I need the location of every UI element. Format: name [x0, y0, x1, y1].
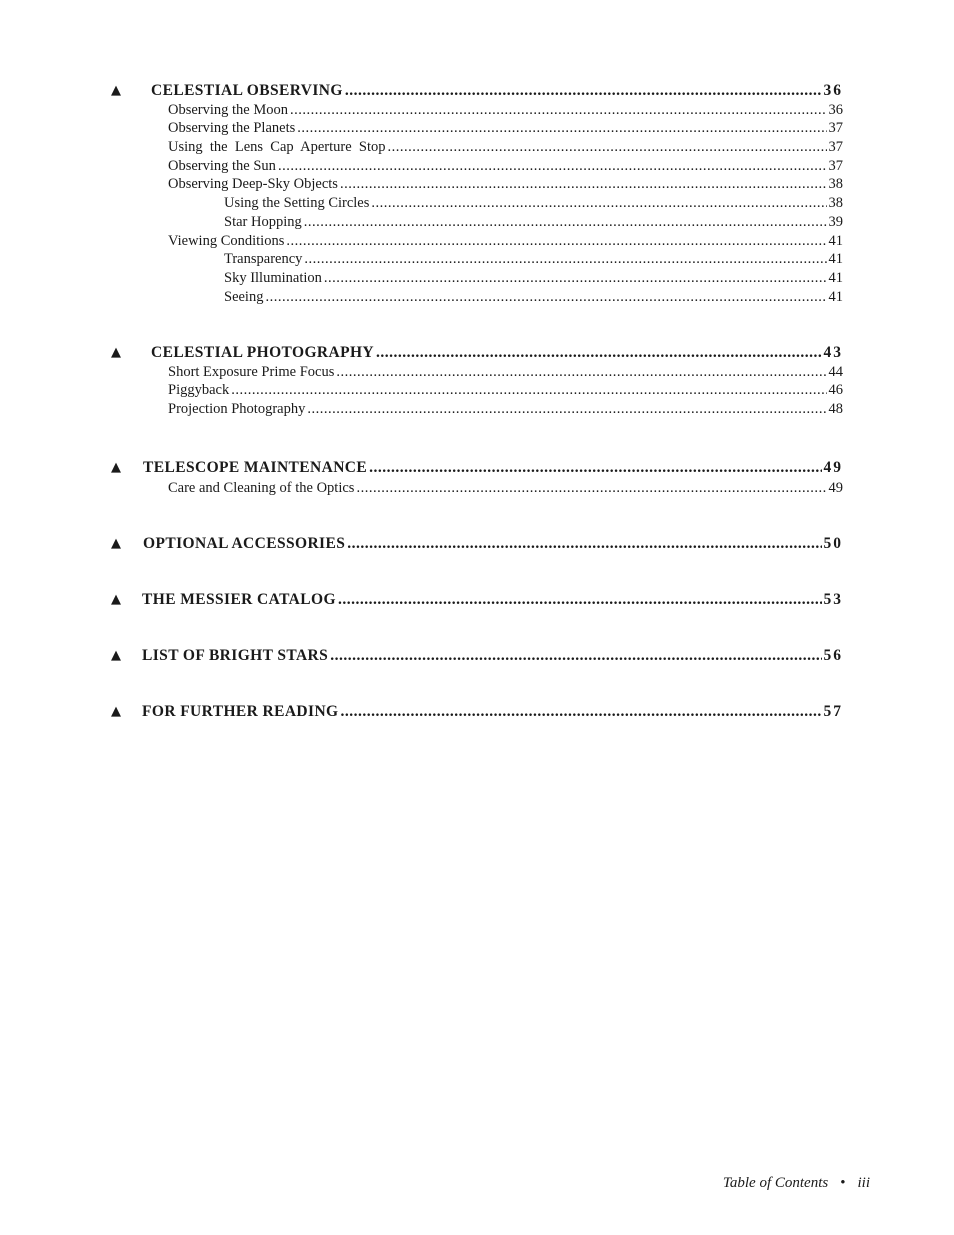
- section-title: CELESTIAL OBSERVING: [151, 82, 343, 99]
- entry-label: Transparency: [224, 251, 303, 267]
- toc-section-messier-catalog[interactable]: [0, 590, 954, 610]
- toc-section-bright-stars[interactable]: [0, 646, 954, 666]
- dot-leader: [278, 157, 827, 176]
- entry-page: 44: [828, 364, 843, 380]
- entry-page: 37: [828, 139, 843, 155]
- dot-leader: [336, 363, 826, 382]
- toc-entry[interactable]: [0, 232, 954, 252]
- toc-section-celestial-photography[interactable]: [0, 343, 954, 363]
- entry-page: 41: [828, 251, 843, 267]
- section-title: THE MESSIER CATALOG: [142, 591, 336, 608]
- entry-label: Observing the Sun: [168, 158, 276, 174]
- toc-entry[interactable]: [0, 363, 954, 383]
- entry-label: Observing the Moon: [168, 102, 289, 118]
- entry-page: 37: [828, 158, 843, 174]
- triangle-bullet-icon: ▲: [111, 83, 121, 98]
- dot-leader: [371, 194, 826, 213]
- section-title: LIST OF BRIGHT STARS: [142, 647, 329, 664]
- entry-page: 38: [828, 176, 843, 192]
- triangle-bullet-icon: ▲: [111, 345, 121, 360]
- footer-separator: •: [840, 1175, 846, 1191]
- toc-entry[interactable]: [0, 138, 954, 158]
- toc-section-celestial-observing[interactable]: [0, 81, 954, 101]
- footer-label: Table of Contents: [722, 1175, 829, 1191]
- dot-leader: [297, 119, 826, 138]
- entry-page: 39: [828, 214, 843, 230]
- toc-entry[interactable]: [0, 175, 954, 195]
- toc-entry[interactable]: [0, 101, 954, 121]
- dot-leader: [330, 646, 821, 666]
- entry-page: 37: [828, 120, 843, 136]
- dot-leader: [340, 175, 827, 194]
- toc-section-optional-accessories[interactable]: [0, 534, 954, 554]
- section-title: CELESTIAL PHOTOGRAPHY: [151, 344, 375, 361]
- toc-entry[interactable]: [0, 288, 954, 308]
- toc-entry[interactable]: [0, 381, 954, 401]
- section-page: 36: [823, 82, 843, 99]
- section-page: 49: [823, 459, 843, 476]
- entry-label: Viewing Conditions: [168, 233, 285, 249]
- section-page: 57: [823, 703, 843, 720]
- triangle-bullet-icon: ▲: [111, 592, 121, 607]
- dot-leader: [356, 479, 826, 498]
- dot-leader: [304, 213, 827, 232]
- dot-leader: [307, 400, 826, 419]
- triangle-bullet-icon: ▲: [111, 648, 121, 663]
- dot-leader: [231, 381, 826, 400]
- toc-entry[interactable]: [0, 194, 954, 214]
- dot-leader: [290, 101, 826, 120]
- dot-leader: [376, 343, 821, 363]
- entry-page: 41: [828, 270, 843, 286]
- triangle-bullet-icon: ▲: [111, 536, 121, 551]
- dot-leader: [345, 81, 822, 101]
- entry-label: Observing the Planets: [168, 120, 296, 136]
- triangle-bullet-icon: ▲: [111, 460, 121, 475]
- entry-label: Piggyback: [168, 382, 230, 398]
- toc-entry[interactable]: [0, 269, 954, 289]
- entry-label: Star Hopping: [224, 214, 302, 230]
- entry-label: Using the Lens Cap Aperture Stop: [168, 139, 386, 155]
- toc-entry[interactable]: [0, 479, 954, 499]
- entry-label: Care and Cleaning of the Optics: [168, 480, 355, 496]
- entry-label: Projection Photography: [168, 401, 306, 417]
- entry-page: 41: [828, 289, 843, 305]
- section-title: OPTIONAL ACCESSORIES: [143, 535, 346, 552]
- entry-page: 36: [828, 102, 843, 118]
- toc-entry[interactable]: [0, 157, 954, 177]
- toc-section-telescope-maintenance[interactable]: [0, 458, 954, 478]
- entry-page: 46: [828, 382, 843, 398]
- entry-page: 48: [828, 401, 843, 417]
- dot-leader: [324, 269, 827, 288]
- dot-leader: [347, 534, 821, 554]
- entry-label: Using the Setting Circles: [224, 195, 370, 211]
- dot-leader: [304, 250, 826, 269]
- section-page: 56: [823, 647, 843, 664]
- entry-label: Short Exposure Prime Focus: [168, 364, 335, 380]
- dot-leader: [286, 232, 826, 251]
- dot-leader: [338, 590, 822, 610]
- toc-entry[interactable]: [0, 400, 954, 420]
- entry-label: Observing Deep-Sky Objects: [168, 176, 338, 192]
- dot-leader: [387, 138, 826, 157]
- entry-page: 38: [828, 195, 843, 211]
- toc-entry[interactable]: [0, 213, 954, 233]
- dot-leader: [265, 288, 826, 307]
- dot-leader: [369, 458, 821, 478]
- entry-page: 49: [828, 480, 843, 496]
- page-footer: [680, 1175, 870, 1192]
- dot-leader: [341, 702, 822, 722]
- toc-entry[interactable]: [0, 250, 954, 270]
- entry-page: 41: [828, 233, 843, 249]
- toc-entry[interactable]: [0, 119, 954, 139]
- entry-label: Sky Illumination: [224, 270, 322, 286]
- footer-page-number: iii: [857, 1175, 870, 1191]
- toc-section-further-reading[interactable]: [0, 702, 954, 722]
- entry-label: Seeing: [224, 289, 264, 305]
- section-title: FOR FURTHER READING: [142, 703, 339, 720]
- section-page: 43: [823, 344, 843, 361]
- section-title: TELESCOPE MAINTENANCE: [143, 459, 368, 476]
- section-page: 53: [823, 591, 843, 608]
- triangle-bullet-icon: ▲: [111, 704, 121, 719]
- section-page: 50: [823, 535, 843, 552]
